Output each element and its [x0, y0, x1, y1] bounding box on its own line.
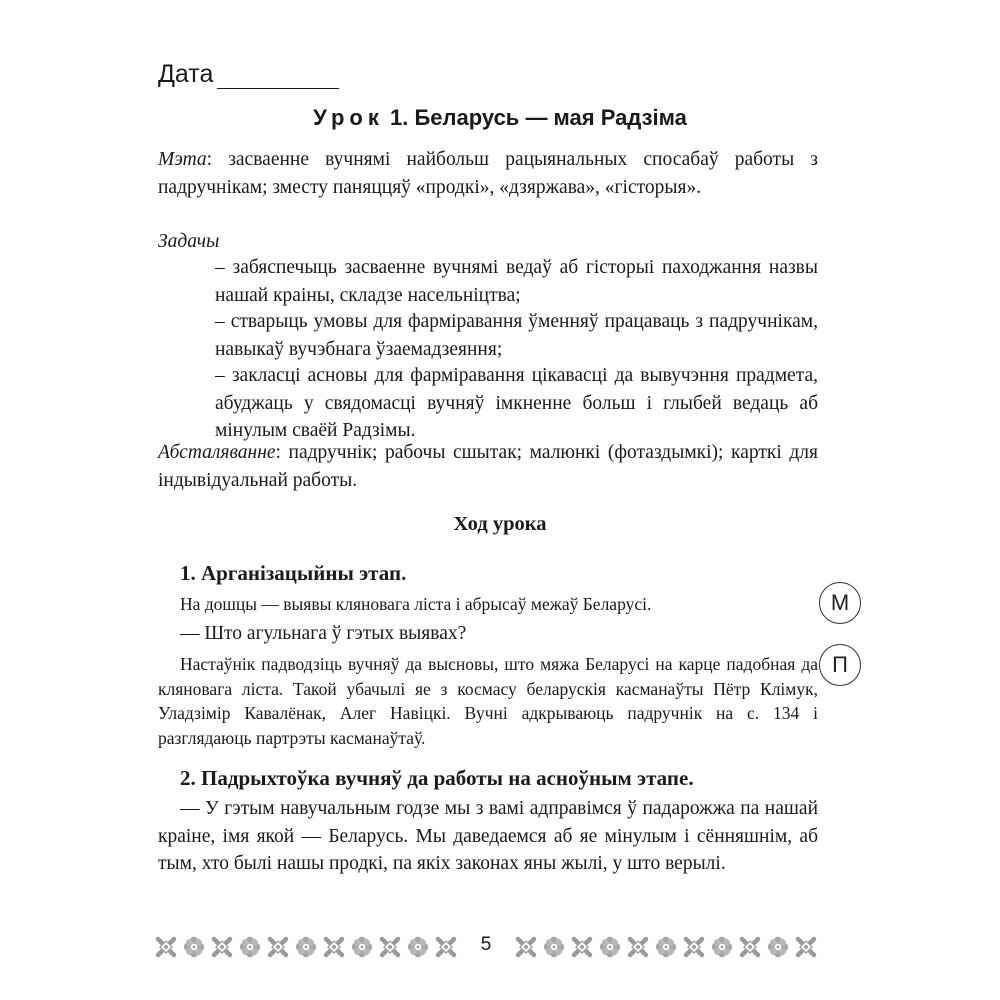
- date-field: [158, 60, 339, 89]
- section-title: Ход урока: [453, 513, 547, 535]
- ornament-border: [0, 929, 1000, 965]
- ornament-right: [518, 937, 814, 957]
- stage1-paragraph: На дошцы — выявы кляновага ліста і абрысаў межаў Беларусі.: [180, 594, 652, 614]
- equipment-label: Абсталяванне: [158, 442, 276, 463]
- stage2-heading: 2. Падрыхтоўка вучняў да работы на асноўным этапе.: [180, 766, 694, 790]
- task-item: – забяспечыць засваенне вучнямі ведаў аб гісторыі паходжання назвы нашай краіны, складзе насельніцтва;: [215, 257, 818, 306]
- date-blank-line: [217, 66, 339, 89]
- equipment-paragraph: [158, 439, 818, 494]
- task-item: – закласці асновы для фарміравання цікавасці да вывучэння прадмета, абуджаць у свядомасці вучняў імкненне больш і глыбей ведаць аб мінулым сваёй Радзімы.: [215, 365, 818, 441]
- date-label: Дата: [158, 60, 214, 88]
- tasks-label: Задачы: [158, 231, 220, 252]
- goal-paragraph: [158, 146, 818, 201]
- p-marker-badge: П: [819, 644, 861, 686]
- goal-text: : засваенне вучнямі найбольш рацыянальных спосабаў работы з падручнікам; зместу паняццяў «продкі», «дзяржава», «гісторыя».: [158, 149, 818, 198]
- lesson-title-prefix: Урок: [313, 105, 384, 130]
- stage1-paragraph: Настаўнік падводзіць вучняў да высновы, што мяжа Беларусі на карце падобная да кляновага ліста. Такой убачылі яе з космасу беларускія касманаўты Пётр Клімук, Уладзімір Кавалёнак, Алег Навіцкі. Вучні адкрываюць падручнік на с. 134 і разглядаюць партрэты касманаўтаў.: [158, 654, 818, 748]
- goal-label: Мэта: [158, 149, 207, 170]
- stage1-heading: 1. Арганізацыйны этап.: [180, 561, 407, 585]
- stage1-question: — Што агульнага ў гэтых выявах?: [180, 623, 467, 644]
- lesson-title-rest: 1. Беларусь — мая Радзіма: [390, 105, 687, 130]
- m-marker-badge: М: [819, 582, 861, 624]
- stage2-paragraph: — У гэтым навучальным годзе мы з вамі адправімся ў падарожжа па нашай краіне, імя якой — Беларусь. Мы даведаемся аб яе мінулым і сённяшнім, аб тым, хто былі нашы продкі, па якіх законах яны жылі, у што верылі.: [158, 798, 818, 874]
- ornament-left: [158, 937, 454, 957]
- task-item: – стварыць умовы для фарміравання ўменняў працаваць з падручнікам, навыкаў вучэбнага ўзаемадзеяння;: [215, 311, 818, 360]
- lesson-title: [0, 105, 1000, 131]
- equipment-text: : падручнік; рабочы сшытак; малюнкі (фотаздымкі); карткі для індывідуальнай работы.: [158, 442, 818, 491]
- page-number: 5: [480, 934, 492, 955]
